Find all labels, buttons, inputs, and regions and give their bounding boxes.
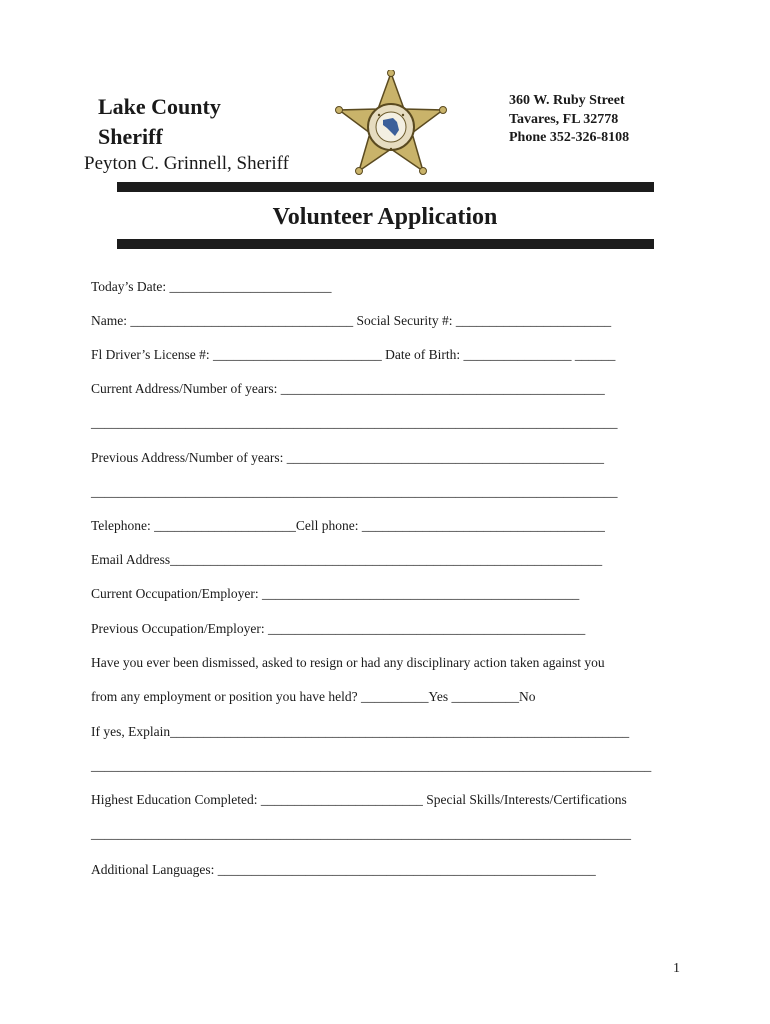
- dismissal-yes-no-field[interactable]: from any employment or position you have held? __________Yes __________No: [91, 689, 536, 704]
- org-name-line1: Lake County: [98, 94, 221, 119]
- previous-address-field[interactable]: Previous Address/Number of years: _______________________________________________: [91, 450, 604, 465]
- education-skills-field[interactable]: Highest Education Completed: ________________________ Special Skills/Interests/Certifications: [91, 792, 627, 807]
- name-ssn-field[interactable]: Name: _________________________________ Social Security #: _______________________: [91, 313, 612, 328]
- previous-occupation-field[interactable]: Previous Occupation/Employer: _______________________________________________: [91, 621, 586, 636]
- explain-field[interactable]: If yes, Explain____________________________________________________________________: [91, 724, 630, 739]
- address-phone: Phone 352-326-8108: [509, 130, 630, 145]
- page-title: Volunteer Application: [272, 204, 498, 230]
- email-field[interactable]: Email Address________________________________________________________________: [91, 552, 603, 567]
- todays-date-field[interactable]: Today’s Date: ________________________: [91, 279, 332, 294]
- explain-continuation[interactable]: ___________________________________________________________________________________: [91, 758, 652, 773]
- previous-address-continuation[interactable]: ______________________________________________________________________________: [91, 484, 618, 499]
- current-address-field[interactable]: Current Address/Number of years: ________________________________________________: [91, 381, 605, 396]
- current-occupation-field[interactable]: Current Occupation/Employer: _______________________________________________: [91, 586, 580, 601]
- dismissal-question: Have you ever been dismissed, asked to resign or had any disciplinary action taken against you: [91, 655, 605, 670]
- phone-fields[interactable]: Telephone: _____________________Cell phone: ____________________________________: [91, 518, 605, 533]
- address-street: 360 W. Ruby Street: [509, 93, 625, 108]
- skills-continuation[interactable]: ________________________________________________________________________________: [91, 826, 631, 841]
- sheriff-star-badge-icon: [335, 70, 447, 178]
- top-divider-bar: [117, 182, 654, 192]
- current-address-continuation[interactable]: ______________________________________________________________________________: [91, 415, 618, 430]
- org-name-line2: Sheriff: [98, 124, 163, 149]
- license-dob-field[interactable]: Fl Driver’s License #: _________________________ Date of Birth: ________________ ______: [91, 347, 616, 362]
- bottom-divider-bar: [117, 239, 654, 249]
- sheriff-name: Peyton C. Grinnell, Sheriff: [84, 153, 289, 174]
- address-city: Tavares, FL 32778: [509, 112, 619, 127]
- page-number: 1: [673, 961, 680, 976]
- additional-languages-field[interactable]: Additional Languages: ________________________________________________________: [91, 862, 596, 877]
